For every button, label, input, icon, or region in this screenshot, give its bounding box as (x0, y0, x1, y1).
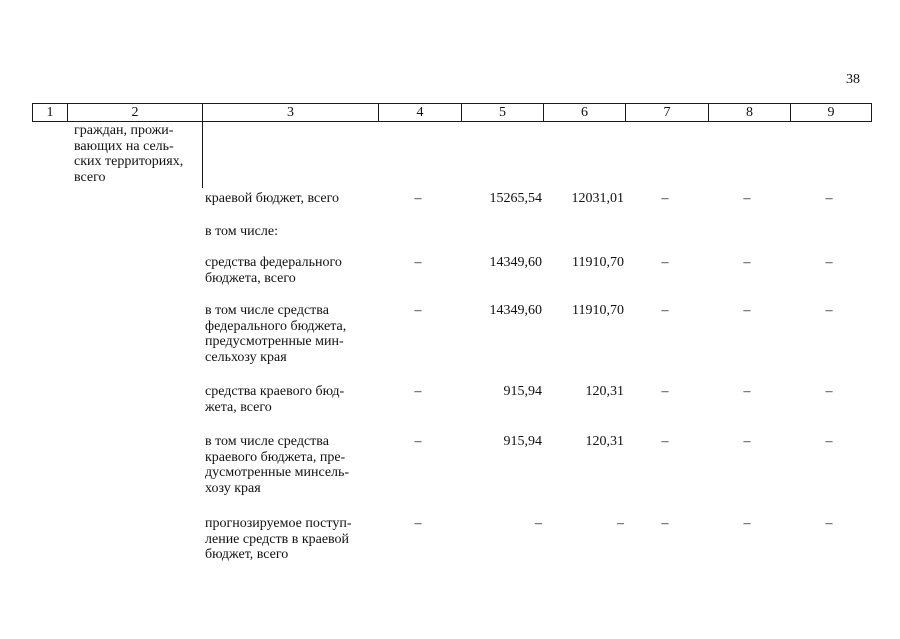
row-6-value-c6: 120,31 (585, 434, 624, 449)
row-1-value-c8: – (743, 191, 751, 206)
row-label-3: средства федерального бюджета, всего (205, 255, 342, 286)
row-5-value-c7: – (661, 384, 669, 399)
row-3-value-c8: – (743, 255, 751, 270)
header-col-5: 5 (461, 104, 543, 121)
row-7-value-c8: – (743, 516, 751, 531)
row-1-value-c5: 15265,54 (489, 191, 542, 206)
page-number: 38 (846, 72, 860, 87)
header-col-2: 2 (67, 104, 202, 121)
row-4-value-c6: 11910,70 (572, 303, 624, 318)
row-5-value-c8: – (743, 384, 751, 399)
row-label-6: в том числе средства краевого бюджета, пре- дусмотренные минсель- хозу края (205, 434, 350, 497)
header-col-3: 3 (202, 104, 378, 121)
row-6-value-c4: – (414, 434, 422, 449)
row-1-value-c7: – (661, 191, 669, 206)
header-col-6: 6 (543, 104, 625, 121)
row-4-value-c4: – (414, 303, 422, 318)
header-col-9: 9 (790, 104, 872, 121)
row-label-1: краевой бюджет, всего (205, 191, 340, 206)
col2-line-4: всего (74, 170, 106, 186)
header-col-8: 8 (708, 104, 790, 121)
header-col-4: 4 (378, 104, 461, 121)
table-header (32, 103, 872, 122)
row-1-value-c9: – (825, 191, 833, 206)
row-6-value-c7: – (661, 434, 669, 449)
row-4-value-c7: – (661, 303, 669, 318)
col2-text (74, 123, 196, 186)
row-4-value-c5: 14349,60 (489, 303, 542, 318)
row-1-value-c4: – (414, 191, 422, 206)
row-label-5: средства краевого бюд- жета, всего (205, 384, 345, 415)
col2-line-2: вающих на сель- (74, 138, 174, 154)
row-3-value-c7: – (661, 255, 669, 270)
row-7-value-c5: – (535, 516, 542, 531)
header-col-7: 7 (625, 104, 708, 121)
row-label-4: в том числе средства федерального бюджета, предусмотренные мин- сельхозу края (205, 303, 347, 366)
row-6-value-c5: 915,94 (503, 434, 542, 449)
row-5-value-c4: – (414, 384, 422, 399)
column-2-right-border (202, 120, 203, 188)
row-4-value-c9: – (825, 303, 833, 318)
row-7-value-c7: – (661, 516, 669, 531)
row-5-value-c6: 120,31 (585, 384, 624, 399)
row-3-value-c5: 14349,60 (489, 255, 542, 270)
row-7-value-c9: – (825, 516, 833, 531)
row-6-value-c9: – (825, 434, 833, 449)
col2-line-1: граждан, прожи- (74, 123, 174, 138)
row-3-value-c9: – (825, 255, 833, 270)
row-label-7: прогнозируемое поступ- ление средств в краевой бюджет, всего (205, 516, 352, 563)
row-4-value-c8: – (743, 303, 751, 318)
col2-line-3: ских территориях, (74, 154, 184, 170)
row-5-value-c9: – (825, 384, 833, 399)
header-col-1: 1 (32, 104, 67, 121)
row-6-value-c8: – (743, 434, 751, 449)
row-3-value-c6: 11910,70 (572, 255, 624, 270)
row-5-value-c5: 915,94 (503, 384, 542, 399)
row-1-value-c6: 12031,01 (571, 191, 624, 206)
row-label-2: в том числе: (205, 224, 278, 239)
row-3-value-c4: – (414, 255, 422, 270)
row-7-value-c4: – (414, 516, 422, 531)
row-7-value-c6: – (617, 516, 624, 531)
